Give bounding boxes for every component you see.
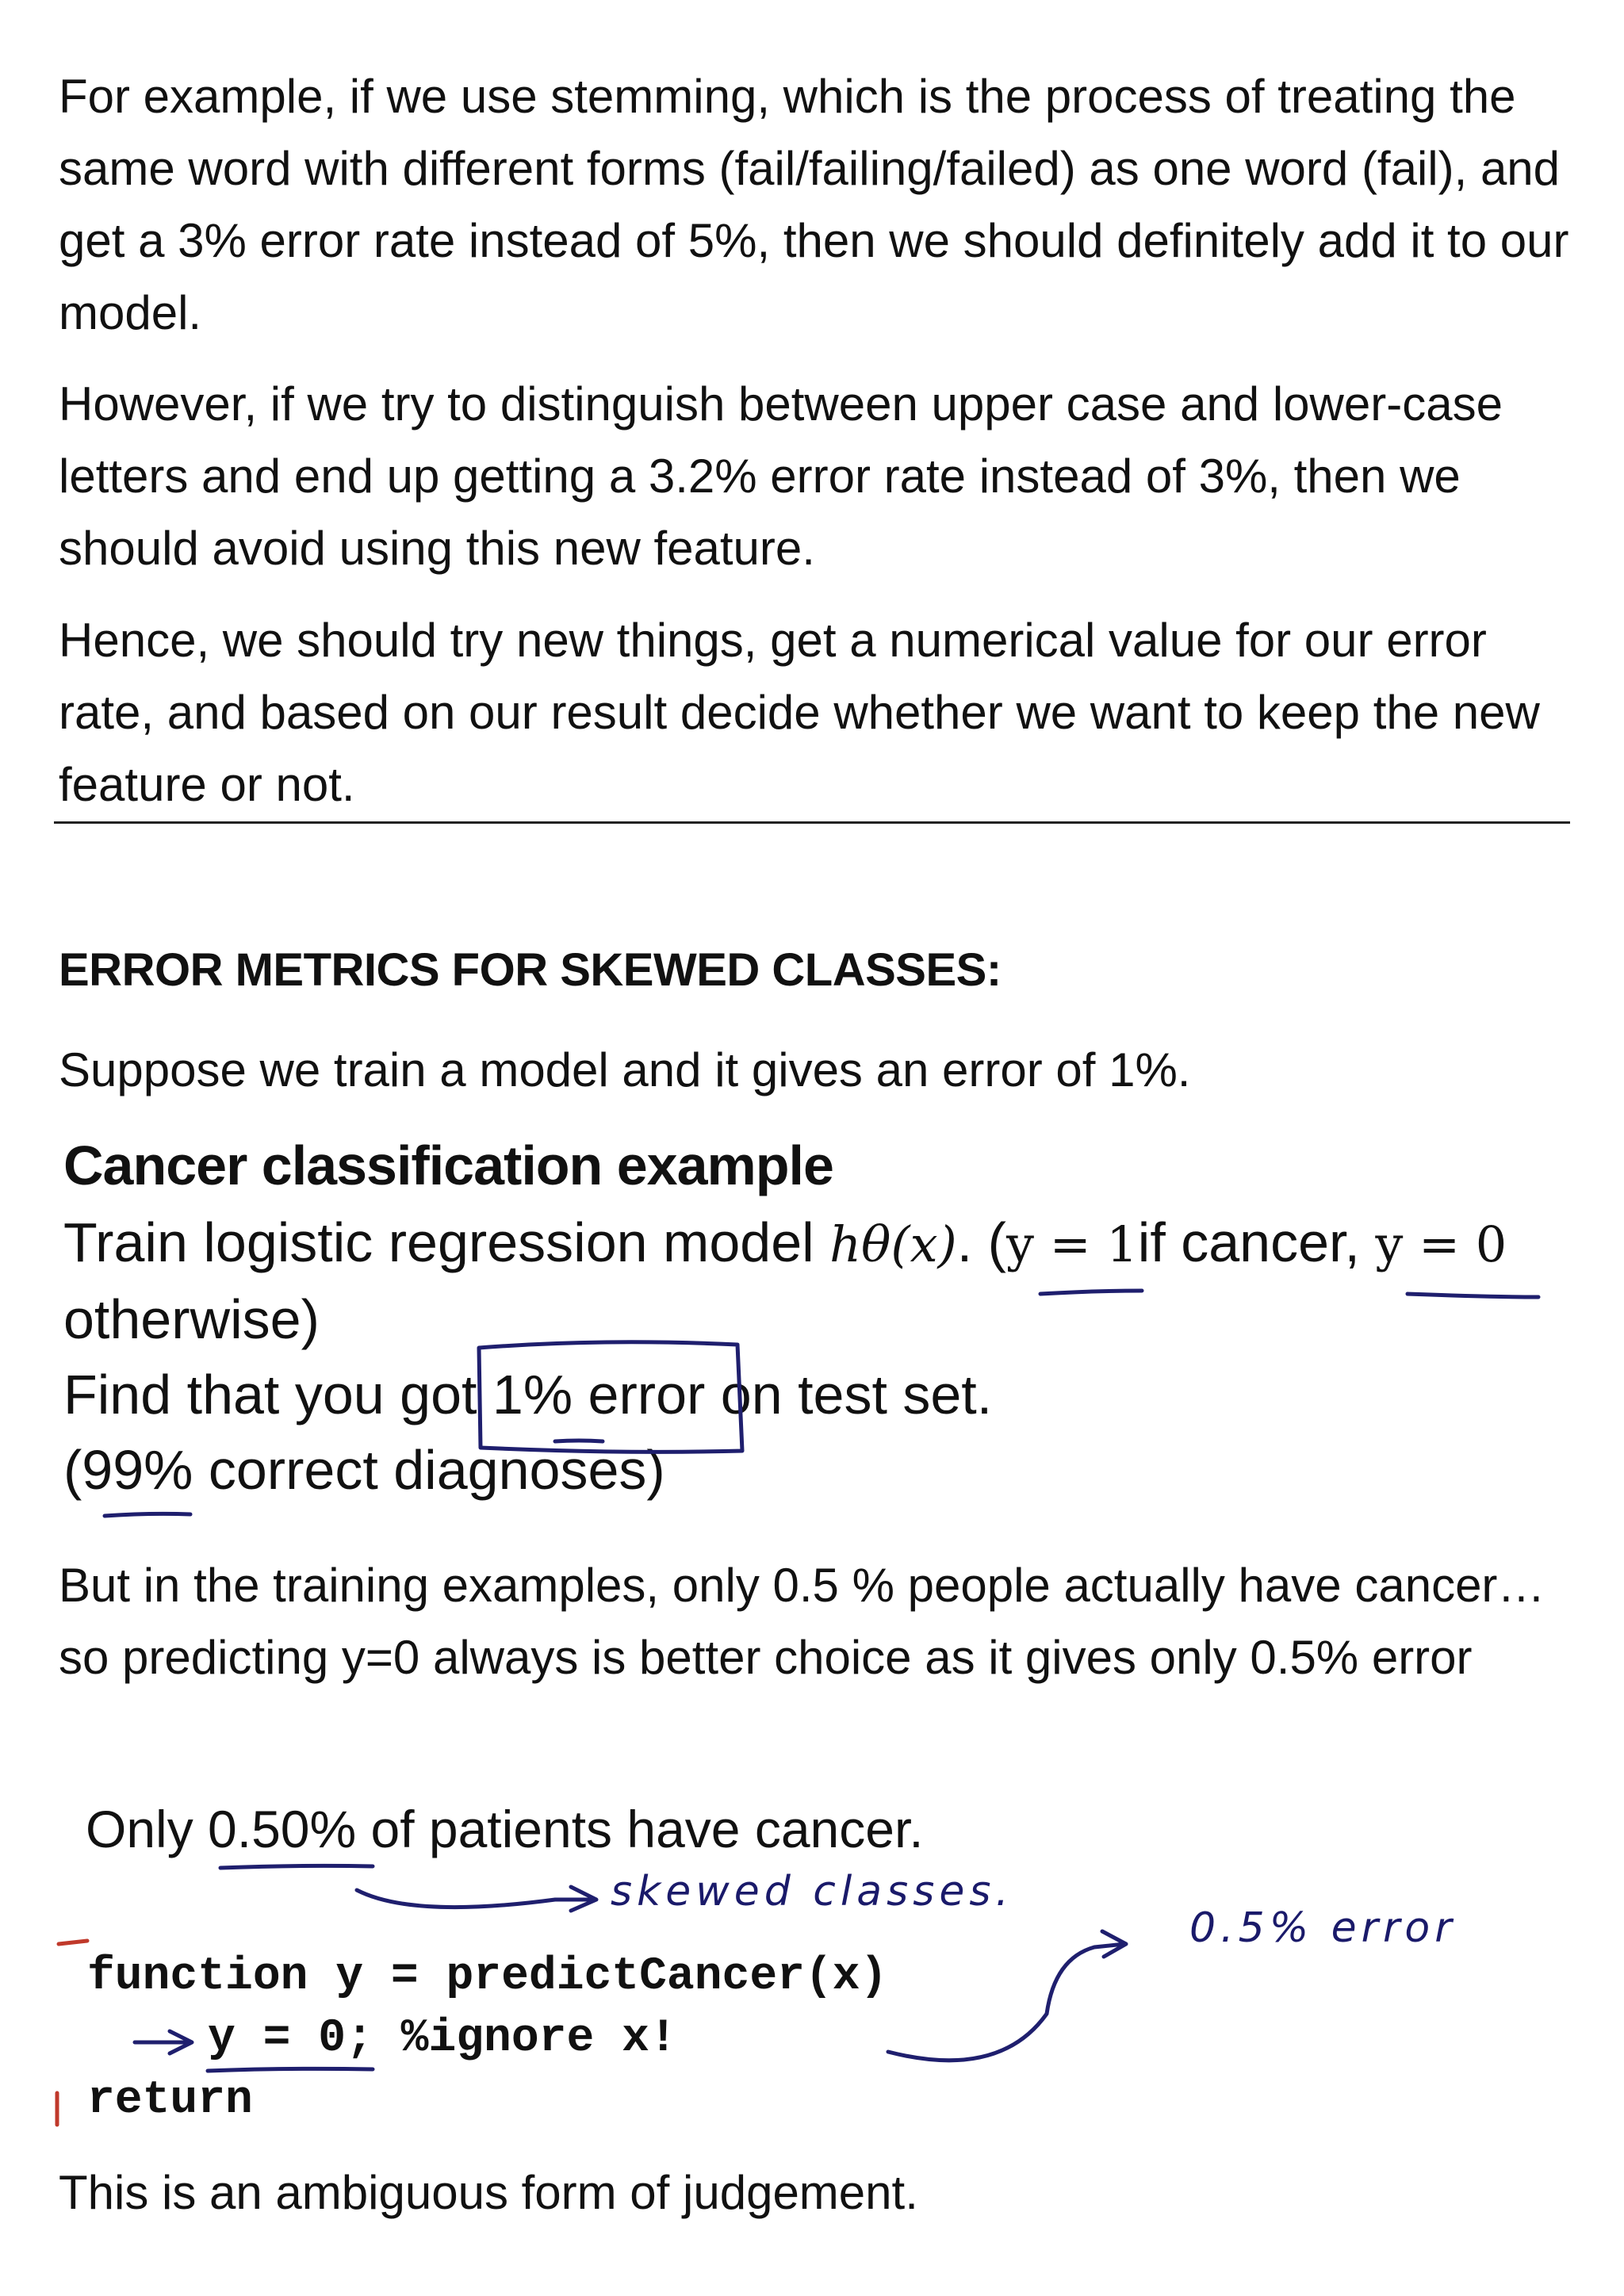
section-intro: Suppose we train a model and it gives an error of 1%. [59,1043,1191,1096]
handwritten-skewed-classes: skewed classes. [611,1868,1013,1915]
code-line-assign: y = 0; %ignore x! [208,2013,677,2064]
underline-050 [220,1866,373,1868]
arrow-skewed [357,1887,596,1911]
code-line-function: function y = predictCancer(x) [87,1951,888,2003]
red-dash-mark [59,1941,87,1944]
paragraph-stemming: For example, if we use stemming, which is the process of treating the same word with different forms (fail/failing/failed) as one word (fail), and get a 3% error rate instead of 5%, then we should definitely add it to our model. [59,70,1569,339]
y-equals-0: y = 0 [1375,1215,1507,1273]
paragraph-hence: Hence, we should try new things, get a numerical value for our error rate, and based on our result decide whether we want to keep the new feature or not. [59,614,1540,811]
if-cancer-text: if cancer, [1137,1211,1376,1273]
slide-line-train [63,1205,1570,1282]
punctuation: . ( [956,1211,1006,1273]
slide-line-otherwise: otherwise) [63,1288,320,1350]
found-text: Find that you got [63,1364,492,1425]
slide-line-found [63,1357,1570,1433]
horizontal-divider [54,821,1570,824]
paragraph-explanation: But in the training examples, only 0.5 % people actually have cancer… so predicting y=0 always is better choice as it gives only 0.5% error [59,1559,1545,1684]
arrow-to-error [888,1931,1126,2061]
y-equals-1: y = 1 [1005,1215,1138,1273]
hypothesis-formula: hθ(x) [829,1215,957,1273]
underline-99 [105,1513,190,1516]
test-set-text: on test set. [705,1364,993,1425]
train-text: Train logistic regression model [63,1211,830,1273]
slide-line-only: Only 0.50% of patients have cancer. [86,1800,924,1858]
slide-title: Cancer classification example [63,1135,833,1196]
slide-skewed-classes [86,1793,1592,1865]
paragraph-case-letters: However, if we try to distinguish between upper case and lower-case letters and end up getting a 3.2% error rate instead of 3%, then we should avoid using this new feature. [59,377,1503,575]
handwritten-error-note: 0.5% error [1189,1904,1457,1952]
arrow-code [135,2031,192,2053]
slide-cancer-classification [63,1126,1570,1508]
section-heading: ERROR METRICS FOR SKEWED CLASSES: [59,944,1002,996]
paragraph-conclusion: This is an ambiguous form of judgement. [59,2166,918,2219]
slide-line-correct: (99% correct diagnoses) [63,1439,665,1501]
code-line-return: return [87,2075,253,2126]
boxed-error: 1% error [492,1364,706,1425]
